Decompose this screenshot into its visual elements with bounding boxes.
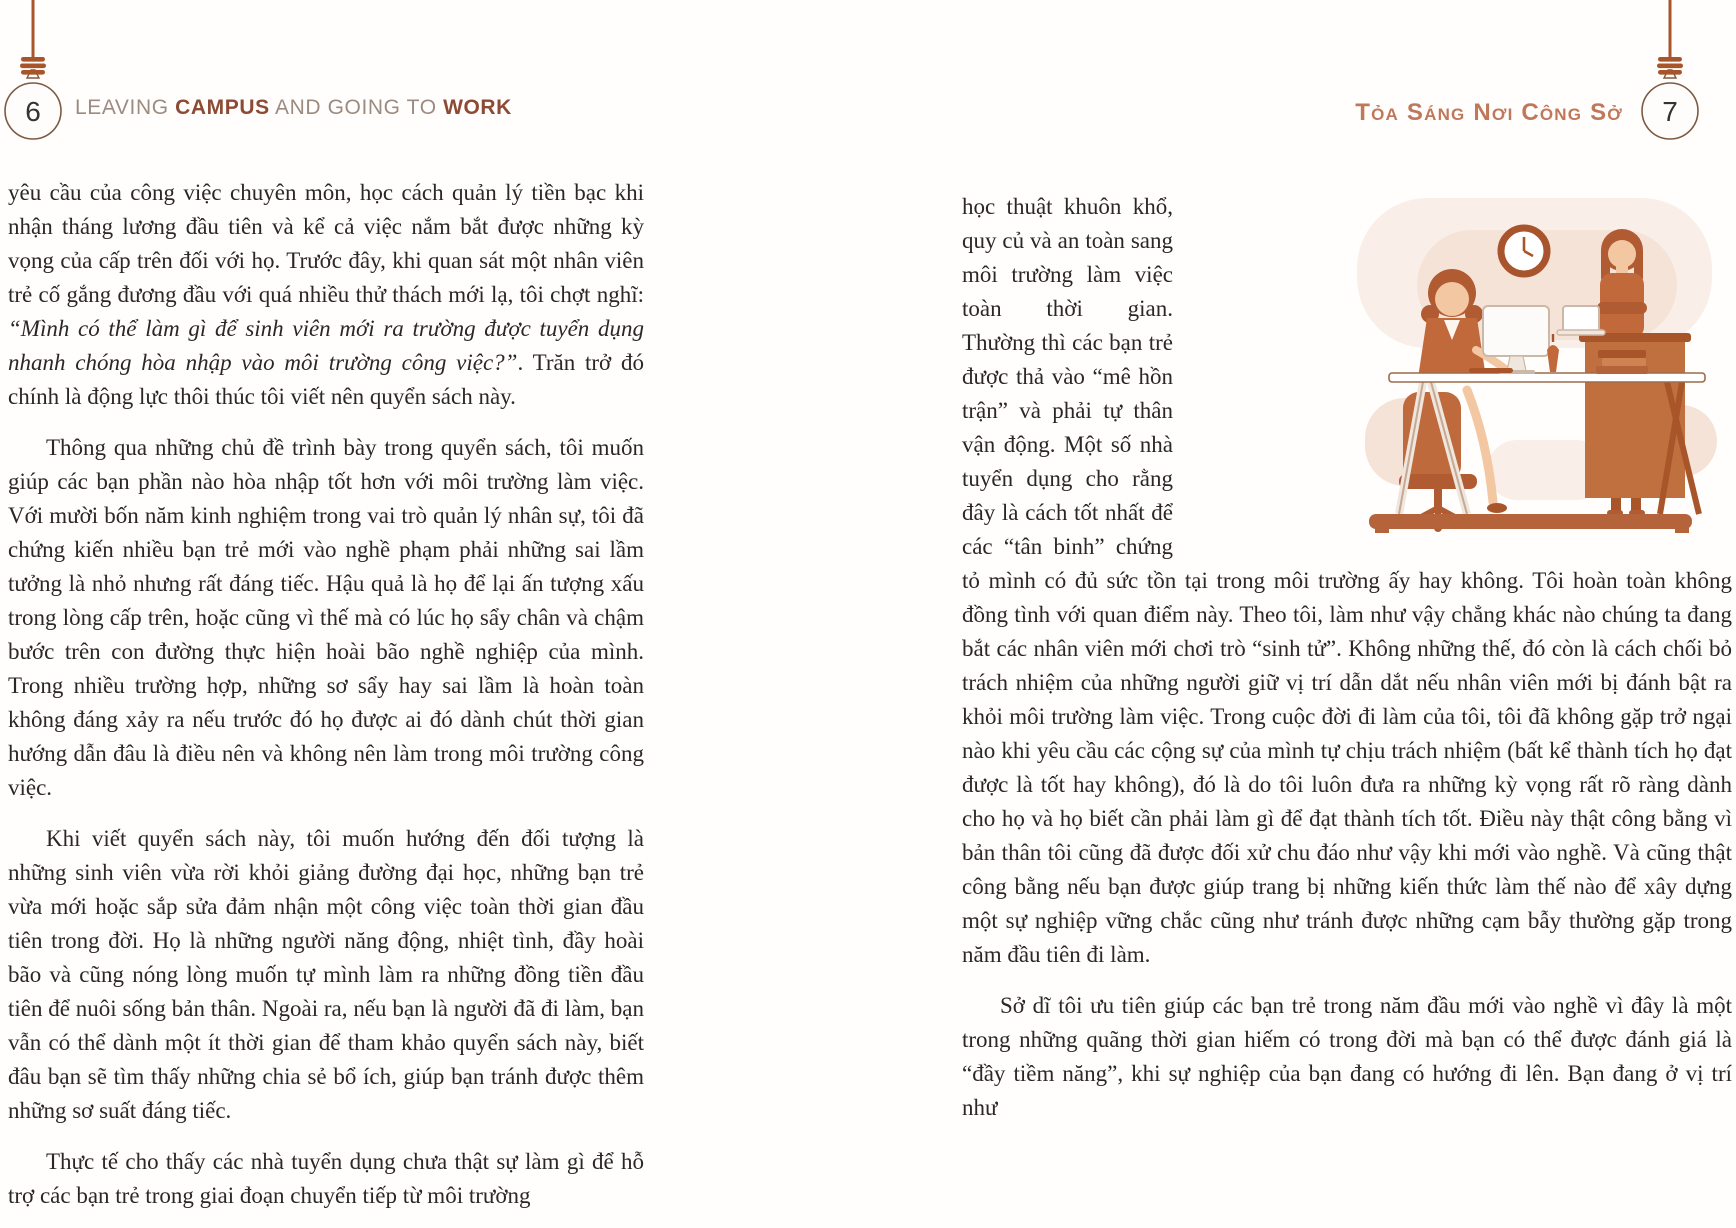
left-page-text	[8, 176, 644, 1228]
running-header-left	[75, 96, 512, 120]
running-header-right: Tỏa Sáng Nơi Công Sở	[1355, 99, 1623, 126]
books-icon	[1596, 350, 1648, 374]
office-illustration-svg	[1187, 190, 1732, 542]
header-segment: CAMPUS	[175, 96, 270, 119]
laptop-icon	[1557, 306, 1605, 335]
header-segment: AND GOING TO	[269, 96, 444, 119]
paragraph: Khi viết quyển sách này, tôi muốn hướng đến đối tượng là những sinh viên vừa rời khỏi giảng đường đại học, những bạn trẻ vừa mới hoặc sắp sửa đảm nhận một công việc toàn thời gian đầu tiên trong đời. Họ là những người năng động, nhiệt tình, đầy hoài bão và cũng nóng lòng muốn tự mình làm ra những đồng tiền đầu tiên để nuôi sống bản thân. Ngoài ra, nếu bạn là người đã đi làm, bạn vẫn có thể dành một ít thời gian để tham khảo quyển sách này, biết đâu bạn sẽ tìm thấy những chia sẻ bổ ích, giúp bạn tránh được thêm những sơ suất đáng tiếc.	[8, 826, 644, 1123]
header-segment: LEAVING	[75, 96, 176, 119]
paragraph: học thuật khuôn khổ, quy củ và an toàn sang môi trường làm việc toàn thời gian. Thường thì các bạn trẻ được thả vào “mê hồn trận” và phải tự thân vận động. Một số nhà tuyển dụng cho rằng đây là cách tốt nhất để các “tân binh” chứng tỏ mình có đủ sức tồn tại trong môi trường ấy hay không. Tôi hoàn toàn không đồng tình với quan điểm này. Theo tôi, làm như vậy chẳng khác nào chúng ta đang bắt các nhân viên mới chơi trò “sinh tử”. Không những thế, đó còn là cách chối bỏ trách nhiệm của những người giữ vị trí dẫn dắt nếu nhân viên mới bị đánh bật ra khỏi môi trường làm việc. Trong cuộc đời đi làm của tôi, tôi đã không gặp trở ngại nào khi yêu cầu các cộng sự của mình tự chịu trách nhiệm (bất kể thành tích họ đạt được là tốt hay không), đó là do tôi luôn đưa ra những kỳ vọng rất rõ ràng dành cho họ và họ biết cần phải làm gì để đạt thành tích tốt. Điều này thật công bằng vì bản thân tôi cũng đã được đối xử chu đáo như vậy khi mới vào nghề. Và cũng thật công bằng nếu bạn được giúp trang bị những kiến thức làm thế nào để xây dựng một sự nghiệp vững chắc cũng như tránh được những cạm bẫy thường gặp trong năm đầu tiên đi làm.	[962, 194, 1732, 967]
paragraph: Thông qua những chủ đề trình bày trong quyển sách, tôi muốn giúp các bạn phần nào hòa nhập tốt hơn với môi trường làm việc. Với mười bốn năm kinh nghiệm trong vai trò quản lý nhân sự, tôi đã chứng kiến nhiều bạn trẻ mới vào nghề phạm phải những sai lầm tưởng là nhỏ nhưng rất đáng tiếc. Hậu quả là họ để lại ấn tượng xấu trong lòng cấp trên, hoặc cũng vì thế mà có lúc họ sẩy chân và chậm bước trên con đường thực hiện hoài bão nghề nghiệp của mình. Trong nhiều trường hợp, những sơ sẩy hay sai lầm là hoàn toàn không đáng xảy ra nếu trước đó họ được ai đó dành chút thời gian hướng dẫn đâu là điều nên và không nên làm trong môi trường công việc.	[8, 435, 644, 800]
page-number-bulb-right	[1637, 0, 1703, 150]
page-number-left: 6	[25, 96, 41, 127]
paragraph: Sở dĩ tôi ưu tiên giúp các bạn trẻ trong năm đầu mới vào nghề vì đây là một trong những quãng thời gian hiếm có trong đời mà bạn có thể được đánh giá là “đầy tiềm năng”, khi sự nghiệp của bạn đang có hướng đi lên. Bạn đang ở vị trí như	[962, 993, 1732, 1120]
page-number-right: 7	[1662, 96, 1678, 127]
floor-icon	[1369, 514, 1692, 533]
desk-icon	[1389, 373, 1705, 382]
page-number-bulb-left	[0, 0, 66, 150]
office-illustration	[1187, 190, 1732, 542]
right-page-text	[962, 190, 1732, 1142]
bulb-threads	[1657, 57, 1683, 75]
paragraph: yêu cầu của công việc chuyên môn, học cách quản lý tiền bạc khi nhận tháng lương đầu tiên và kể cả việc nắm bắt được những kỳ vọng của cấp trên đối với họ. Trước đây, khi quan sát một nhân viên trẻ cố gắng đương đầu với quá nhiều thử thách mới lạ, tôi chợt nghĩ: “Mình có thể làm gì để sinh viên mới ra trường được tuyển dụng nhanh chóng hòa nhập vào môi trường công việc?”. Trăn trở đó chính là động lực thôi thúc tôi viết nên quyển sách này.	[8, 180, 645, 409]
header-segment: WORK	[443, 96, 512, 119]
wall-clock-icon	[1501, 228, 1547, 274]
bulb-threads	[20, 57, 46, 75]
paragraph: Thực tế cho thấy các nhà tuyển dụng chưa thật sự làm gì để hỗ trợ các bạn trẻ trong giai đoạn chuyển tiếp từ môi trường	[8, 1149, 644, 1208]
